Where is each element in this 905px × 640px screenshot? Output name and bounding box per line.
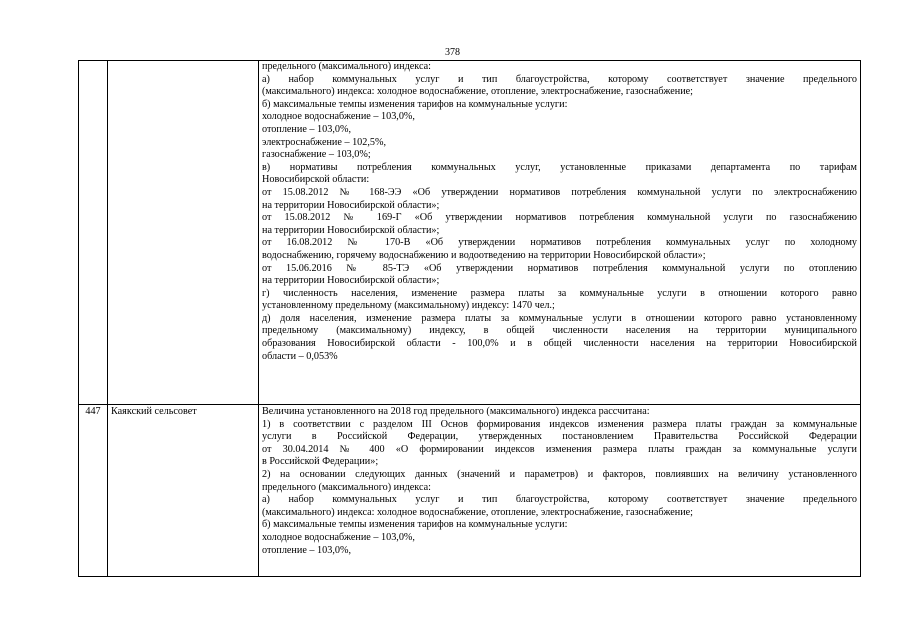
municipality-name-cell: Каякский сельсовет (108, 405, 259, 577)
text-line: в) нормативы потребления коммунальных услуг, установленные приказами департамента по тарифам (262, 161, 857, 173)
municipality-name-cell (108, 61, 259, 405)
row-number-cell (79, 61, 108, 405)
index-table (78, 60, 861, 577)
text-line: от 15.08.2012 № 168-ЭЭ «Об утверждении нормативов потребления коммунальной услуги по электроснабжению (262, 186, 857, 198)
text-line: а) набор коммунальных услуг и тип благоустройства, которому соответствует значение предельного (262, 73, 857, 85)
table-row (79, 405, 861, 577)
text-line: на территории Новосибирской области»; (262, 224, 440, 236)
text-line: от 16.08.2012 № 170-В «Об утверждении нормативов потребления коммунальных услуг по холодному (262, 237, 857, 249)
text-line: отопление – 103,0%, (262, 123, 351, 135)
description-cell (259, 405, 861, 577)
text-line: предельному (максимальному) индексу, в общей численности населения на территории муниципального (262, 325, 857, 337)
text-line: д) доля населения, изменение размера платы за коммунальные услуги в отношении которого равно установленному (262, 312, 857, 324)
text-line: области – 0,053% (262, 350, 338, 362)
page-number: 378 (445, 47, 460, 58)
text-line: холодное водоснабжение – 103,0%, (262, 531, 415, 543)
text-line: услуги в Российской Федерации, утвержденных постановлением Правительства Российской Федерации (262, 431, 857, 443)
text-line: 1) в соответствии с разделом III Основ формирования индексов изменения размера платы граждан за коммунальные (262, 418, 857, 430)
text-line: от 15.06.2016 № 85-ТЭ «Об утверждении нормативов потребления коммунальной услуги по отоплению (262, 262, 857, 274)
text-line: от 30.04.2014 № 400 «О формировании индексов изменения размера платы граждан за коммунальные услуги (262, 443, 857, 455)
text-line: а) набор коммунальных услуг и тип благоустройства, которому соответствует значение предельного (262, 494, 857, 506)
text-line: газоснабжение – 103,0%; (262, 149, 371, 161)
text-line: б) максимальные темпы изменения тарифов на коммунальные услуги: (262, 98, 568, 110)
text-line: холодное водоснабжение – 103,0%, (262, 111, 415, 123)
text-line: 2) на основании следующих данных (значений и параметров) и факторов, повлиявших на величину установленного (262, 468, 857, 480)
text-line: г) численность населения, изменение размера платы за коммунальные услуги в отношении которого равно (262, 287, 857, 299)
text-line: (максимального) индекса: холодное водоснабжение, отопление, электроснабжение, газоснабжение; (262, 86, 694, 98)
description-text (262, 406, 857, 557)
text-line: электроснабжение – 102,5%, (262, 136, 387, 148)
text-line: водоснабжению, горячему водоснабжению и водоотведению на территории Новосибирской области»; (262, 249, 706, 261)
text-line: (максимального) индекса: холодное водоснабжение, отопление, электроснабжение, газоснабжение; (262, 506, 694, 518)
text-line: Новосибирской области: (262, 174, 370, 186)
text-line: предельного (максимального) индекса: (262, 481, 431, 493)
row-number-cell: 447 (79, 405, 108, 577)
description-cell (259, 61, 861, 405)
description-text (262, 61, 857, 363)
text-line: Величина установленного на 2018 год предельного (максимального) индекса рассчитана: (262, 406, 650, 417)
text-line: от 15.08.2012 № 169-Г «Об утверждении нормативов потребления коммунальной услуги по газоснабжению (262, 212, 857, 224)
text-line: образования Новосибирской области - 100,0% и в общей численности населения на территории Новосибирской (262, 338, 857, 350)
text-line: отопление – 103,0%, (262, 544, 351, 556)
text-line: предельного (максимального) индекса: (262, 61, 431, 72)
text-line: на территории Новосибирской области»; (262, 199, 440, 211)
table-row (79, 61, 861, 405)
text-line: в Российской Федерации»; (262, 456, 379, 468)
text-line: б) максимальные темпы изменения тарифов на коммунальные услуги: (262, 519, 568, 531)
text-line: на территории Новосибирской области»; (262, 275, 440, 287)
text-line: установленному предельному (максимальному) индексу: 1470 чел.; (262, 300, 555, 312)
